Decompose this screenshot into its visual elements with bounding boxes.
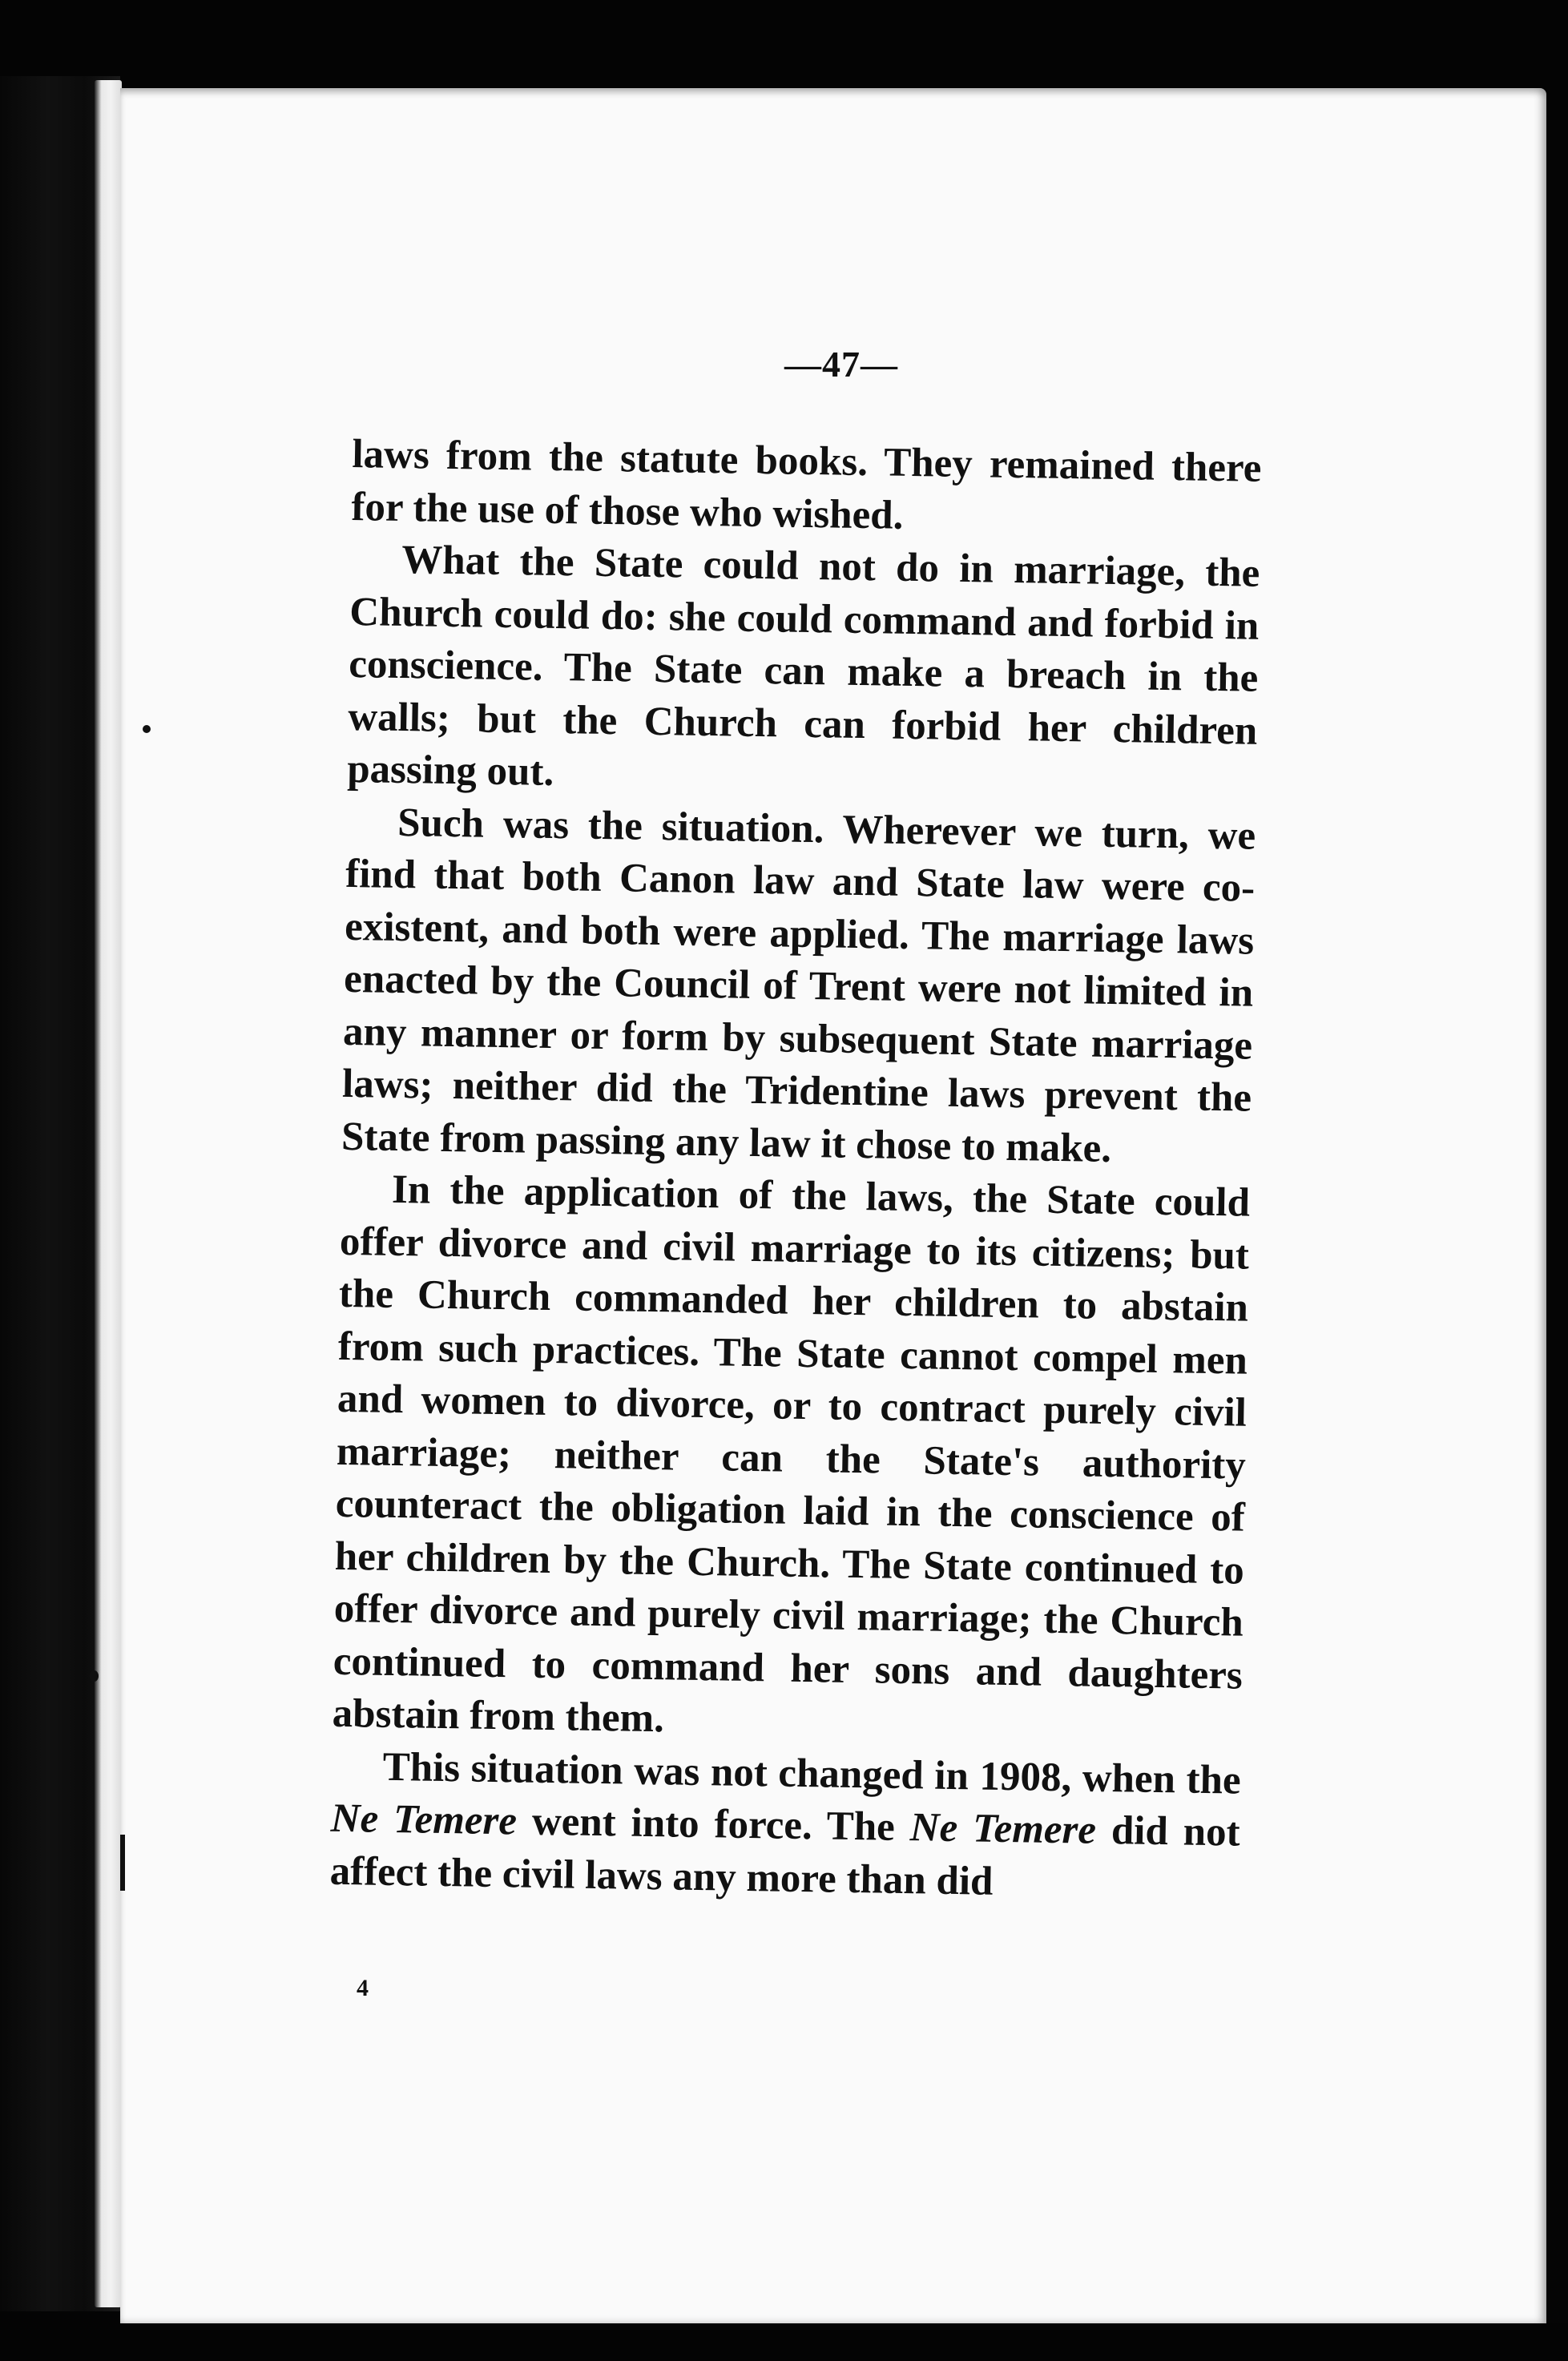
paragraph: What the State could not do in marriage, the Church could do: she could command and forbid in conscience. The State can make a breach in the walls; but the Church can forbid her children passing out. [346, 537, 1260, 795]
paragraph: Such was the situation. Wherever we turn, we find that both Canon law and State law were co-existent, and both were applied. The marriage laws enacted by the Council of Trent were not limited in any manner or form by subsequent State marriage laws; neither did the Tridentine laws prevent the State from passing any law it chose to make. [341, 800, 1256, 1171]
paragraph-text: did not affect the civil laws any more than did [329, 1807, 1241, 1904]
margin-speck [120, 1835, 125, 1891]
signature-mark: 4 [357, 1975, 369, 2001]
paragraph-text: This situation was not changed in 1908, when the [382, 1744, 1242, 1803]
italic-title: Ne Temere [330, 1795, 518, 1844]
page-binding-edge [95, 80, 122, 2307]
italic-title: Ne Temere [909, 1805, 1097, 1853]
margin-speck [90, 1670, 99, 1682]
page-number: —47— [784, 344, 898, 385]
paragraph: laws from the statute books. They remained there for the use of those who wished. [351, 431, 1262, 538]
margin-speck [143, 725, 151, 733]
paragraph: In the application of the laws, the State could offer divorce and civil marriage to its citizens; but the Church commanded her children to abstain from such practices. The State cannot compel men and women to divorce, or to contract purely civil marriage; neither can the State's authority counteract the obligation laid in the conscience of her children by the Church. The State continued to offer divorce and purely civil marriage; the Church continued to command her sons and daughters abstain from them. [332, 1166, 1251, 1742]
right-page-shadow [1546, 120, 1568, 2323]
body-text [329, 429, 1262, 1912]
paragraph [329, 1740, 1241, 1912]
paragraph-text: went into force. The [516, 1799, 911, 1851]
